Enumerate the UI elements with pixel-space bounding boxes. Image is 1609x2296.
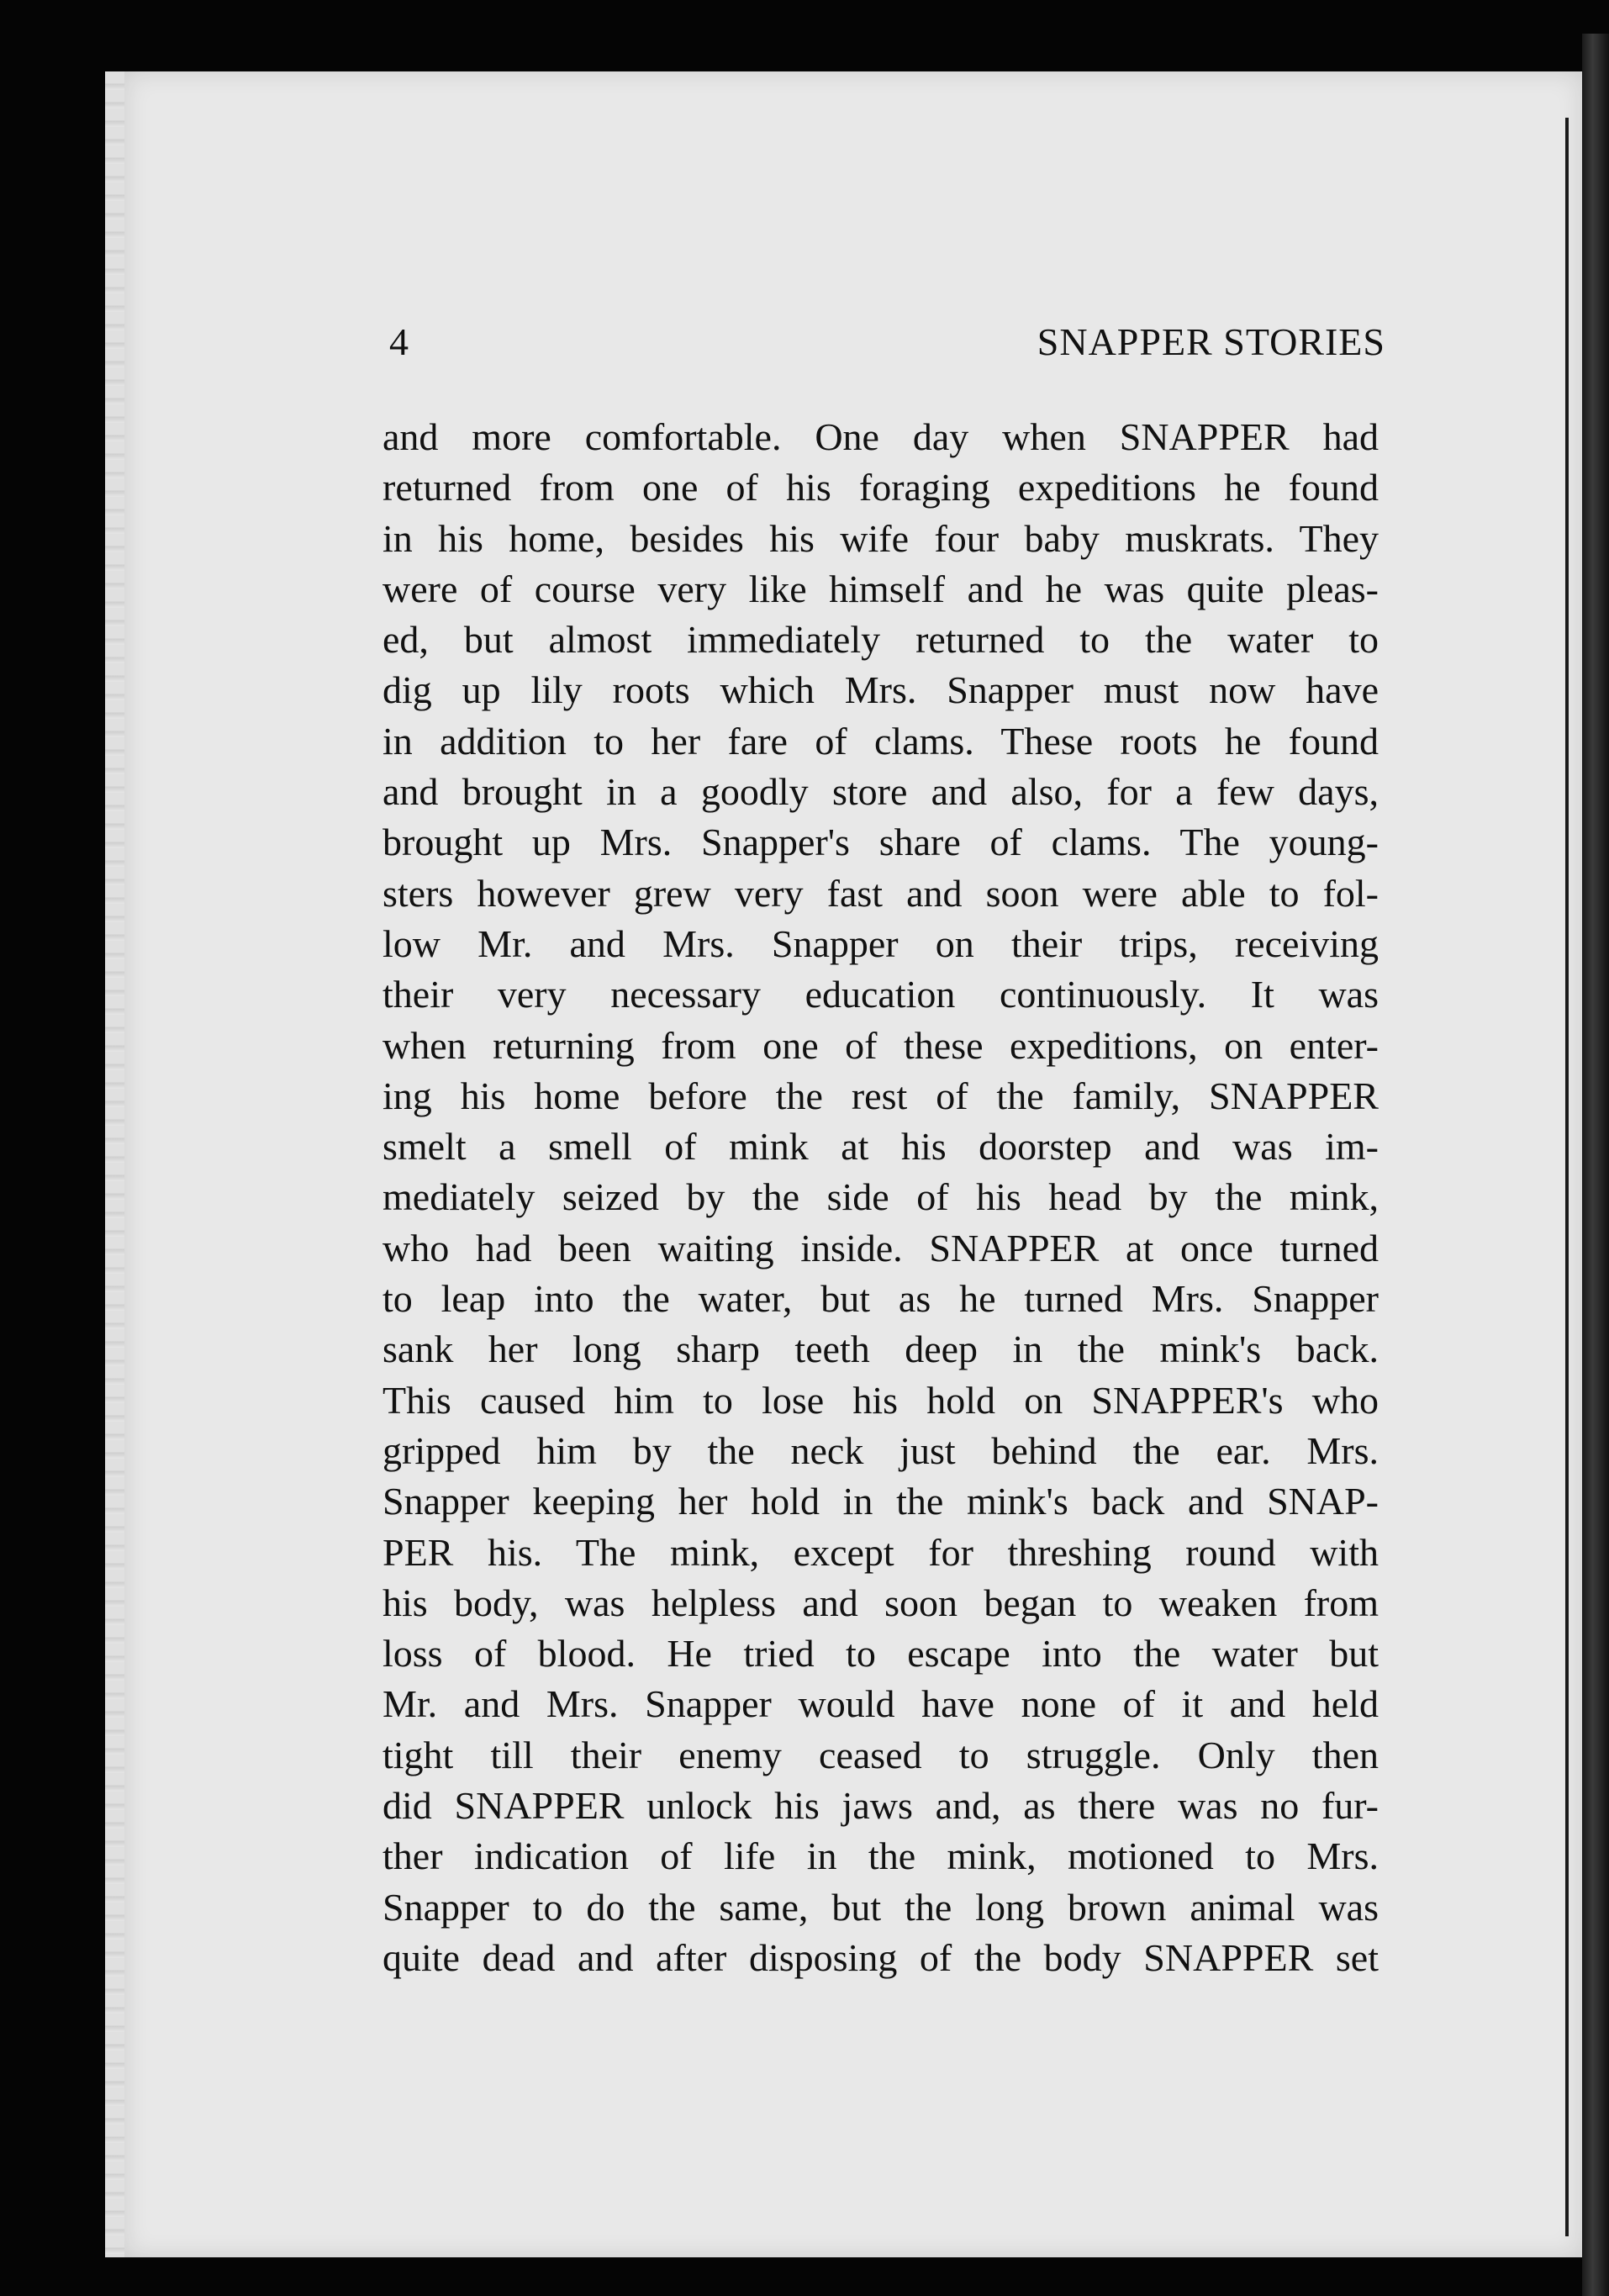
text-line: returned from one of his foraging expeditions he found: [382, 466, 1379, 509]
text-line: Snapper keeping her hold in the mink's back and SNAP-: [382, 1480, 1379, 1523]
text-line: brought up Mrs. Snapper's share of clams. The young-: [382, 821, 1379, 864]
text-line: their very necessary education continuously. It was: [382, 973, 1379, 1016]
text-line: low Mr. and Mrs. Snapper on their trips, receiving: [382, 921, 1379, 965]
text-line: loss of blood. He tried to escape into the water but: [382, 1632, 1379, 1676]
text-line: and brought in a goodly store and also, for a few days,: [382, 770, 1379, 814]
text-line: sank her long sharp teeth deep in the mink's back.: [382, 1327, 1379, 1371]
page-number: 4: [389, 320, 409, 363]
text-line: in his home, besides his wife four baby muskrats. They: [382, 516, 1379, 560]
text-line: tight till their enemy ceased to struggle. Only then: [382, 1733, 1379, 1776]
text-line: ther indication of life in the mink, motioned to Mrs.: [382, 1834, 1379, 1878]
body-text: [382, 412, 1379, 1983]
text-line: This caused him to lose his hold on SNAPPER's who: [382, 1378, 1379, 1422]
text-line: mediately seized by the side of his head by the mink,: [382, 1175, 1379, 1219]
text-line: Mr. and Mrs. Snapper would have none of it and held: [382, 1682, 1379, 1726]
text-line: when returning from one of these expeditions, on enter-: [382, 1023, 1379, 1067]
page-header: [389, 319, 1385, 378]
text-line: PER his. The mink, except for threshing round with: [382, 1530, 1379, 1574]
text-line: in addition to her fare of clams. These roots he found: [382, 719, 1379, 763]
text-line: ed, but almost immediately returned to the water to: [382, 618, 1379, 662]
text-line: gripped him by the neck just behind the ear. Mrs.: [382, 1428, 1379, 1472]
text-line: quite dead and after disposing of the body SNAPPER set: [382, 1935, 1379, 1979]
text-line: ing his home before the rest of the family, SNAPPER: [382, 1074, 1379, 1117]
running-head: SNAPPER STORIES: [1037, 320, 1385, 363]
text-line: his body, was helpless and soon began to weaken from: [382, 1581, 1379, 1624]
text-line: to leap into the water, but as he turned Mrs. Snapper: [382, 1277, 1379, 1321]
book-binding: [1582, 34, 1609, 2296]
text-line: smelt a smell of mink at his doorstep and was im-: [382, 1125, 1379, 1169]
text-line: dig up lily roots which Mrs. Snapper must now have: [382, 668, 1379, 712]
text-line: and more comfortable. One day when SNAPPER had: [382, 415, 1379, 458]
page-gutter-shadow: [1565, 118, 1569, 2236]
text-line: Snapper to do the same, but the long brown animal was: [382, 1885, 1379, 1929]
text-line: did SNAPPER unlock his jaws and, as there was no fur-: [382, 1784, 1379, 1828]
text-line: who had been waiting inside. SNAPPER at once turned: [382, 1226, 1379, 1269]
text-line: sters however grew very fast and soon were able to fol-: [382, 871, 1379, 915]
text-line: were of course very like himself and he was quite pleas-: [382, 567, 1379, 610]
